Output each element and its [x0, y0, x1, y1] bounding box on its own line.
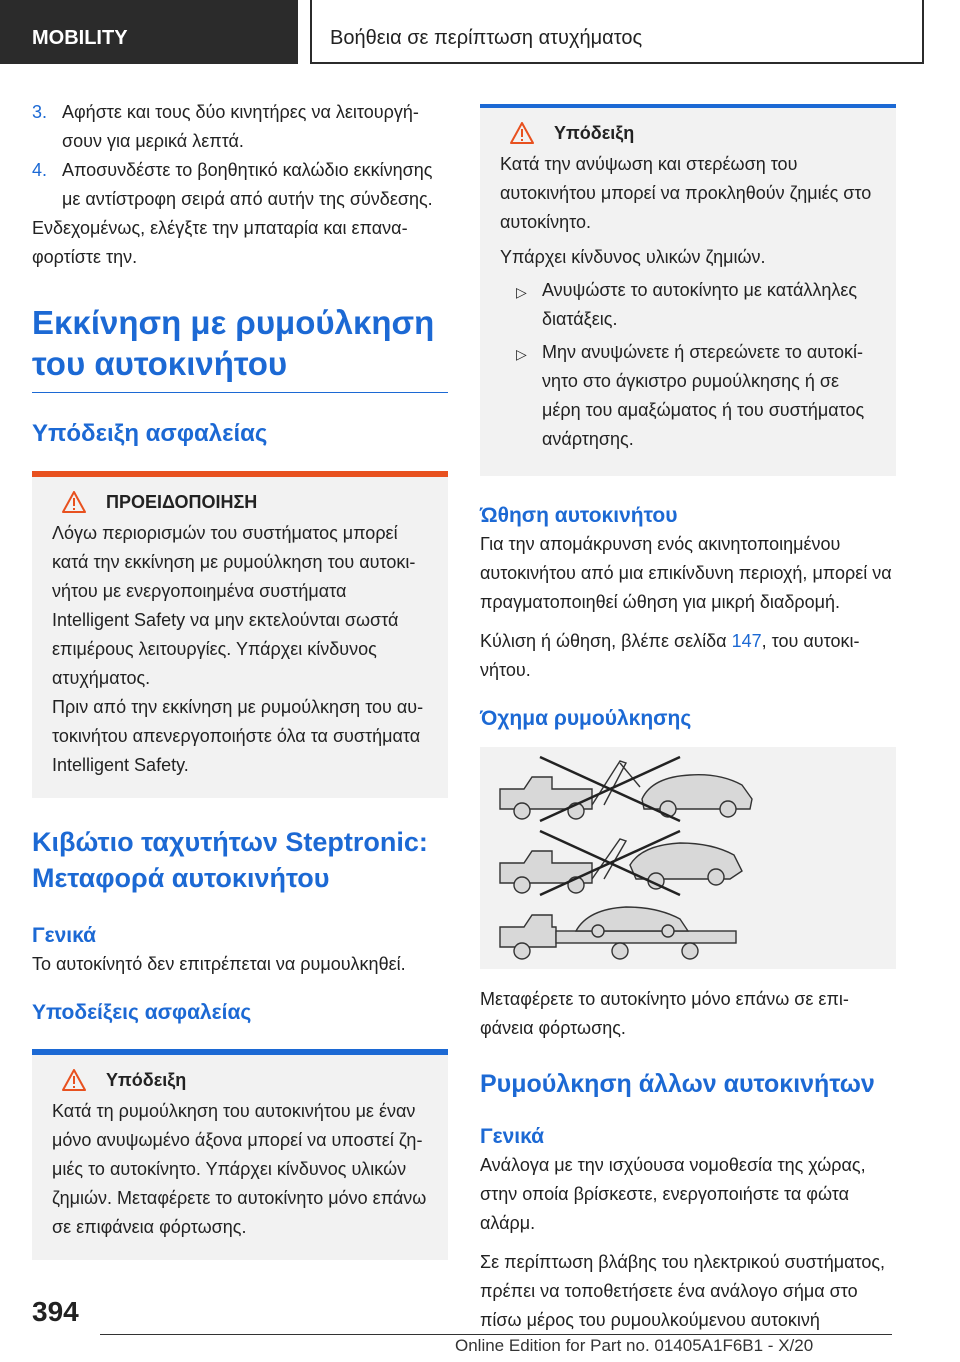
general-text: Ανάλογα με την ισχύουσα νομοθεσία της χώρας, στην οποία βρίσκεστε, ενεργοποιήστε τα φώτα αλάρμ.	[480, 1155, 866, 1233]
note-box-title	[500, 122, 876, 144]
push-text: Για την απομάκρυνση ενός ακινητοποιημένου αυτοκινήτου από μια επικίνδυνη περιοχή, μπορεί να πραγματοποιηθεί ώθηση για μικρή διαδρομή.	[480, 534, 892, 612]
note-text: Κατά την ανύψωση και στερέωση του αυτοκινήτου μπορεί να προκληθούν ζημιές στο αυτοκίνητο.	[500, 154, 872, 232]
step-list	[32, 98, 448, 214]
safety-note-heading: Υπόδειξη ασφαλείας	[32, 420, 268, 447]
warning-text: Λόγω περιορισμών του συστήματος μπορεί κατά την εκκίνηση με ρυμούλκηση του αυτοκινήτου με ενεργοποιημένα συστήματα Intelligent Safety να μην εκτελούνται σωστά επιμέρους λειτουργίες. Υπάρχει κίνδυνος ατυχήματος.	[52, 523, 416, 688]
gearbox-heading: Κιβώτιο ταχυτήτων Steptronic: Μεταφορά αυτοκινήτου	[32, 827, 428, 893]
page-link[interactable]: 147	[731, 631, 762, 651]
vehicle-heading: Όχημα ρυμούλκησης	[480, 707, 692, 730]
general-heading: Γενικά	[480, 1125, 545, 1148]
step-number: 3.	[32, 102, 48, 122]
step-number: 4.	[32, 160, 48, 180]
list-item: ▷ Μην ανυψώνετε ή στερεώνετε το αυτοκίνητο στο άγκιστρο ρυμούλκησης ή σε μέρη του αμαξώματος ή του συστήματος ανάρτησης.	[516, 342, 865, 449]
warning-title-text: ΠΡΟΕΙΔΟΠΟΙΗΣΗ	[106, 491, 258, 512]
list-item	[32, 156, 448, 214]
note-box	[480, 104, 896, 476]
general-text: Σε περίπτωση βλάβης του ηλεκτρικού συστήματος, πρέπει να τοποθετήσετε ένα ανάλογο σήμα στο πίσω μέρος του ρυμουλκούμενου αυτοκινή	[480, 1252, 886, 1330]
note-list	[500, 276, 876, 454]
left-column	[32, 98, 448, 1260]
section-tab: MOBILITY	[0, 0, 298, 64]
push-heading: Ώθηση αυτοκινήτου	[480, 504, 678, 527]
step-text: Αποσυνδέστε το βοηθητικό καλώδιο εκκίνησης με αντίστροφη σειρά από αυτήν της σύνδεσης.	[62, 160, 433, 209]
warning-box-title	[52, 491, 428, 513]
tow-others-heading: Ρυμούλκηση άλλων αυτοκινήτων	[480, 1070, 875, 1098]
warning-icon	[62, 491, 86, 513]
warning-icon	[62, 1069, 86, 1091]
warning-icon	[510, 122, 534, 144]
right-column	[480, 104, 896, 1345]
tow-truck-illustration	[480, 747, 896, 969]
step-text: Αφήστε και τους δύο κινητήρες να λειτουργήσουν για μερικά λεπτά.	[62, 102, 419, 151]
note-box	[32, 1049, 448, 1260]
list-item: ▷ Ανυψώστε το αυτοκίνητο με κατάλληλες διατάξεις.	[516, 280, 858, 329]
note-title-text: Υπόδειξη	[106, 1069, 187, 1090]
list-item	[32, 98, 448, 156]
note-title-text: Υπόδειξη	[554, 122, 635, 143]
warning-box	[32, 471, 448, 798]
battery-text: Ενδεχομένως, ελέγξτε την μπαταρία και επαναφορτίστε την.	[32, 218, 408, 267]
tow-start-heading: Εκκίνηση με ρυμούλκηση του αυτοκινήτου	[32, 302, 448, 393]
page-header	[0, 0, 960, 64]
general-heading: Γενικά	[32, 924, 97, 947]
warning-text: Πριν από την εκκίνηση με ρυμούλκηση του αυτοκινήτου απενεργοποιήστε όλα τα συστήματα Intelligent Safety.	[52, 697, 424, 775]
note-box-title	[52, 1069, 428, 1091]
footer-divider	[100, 1334, 892, 1335]
tow-truck-drawing	[480, 747, 896, 969]
page-number: 394	[32, 1296, 79, 1327]
chapter-title: Βοήθεια σε περίπτωση ατυχήματος	[310, 0, 924, 64]
edition-text: Online Edition for Part no. 01405A1F6B1 - X/20	[455, 1336, 814, 1355]
triangle-bullet-icon: ▷	[516, 284, 527, 300]
note-text: Κατά τη ρυμούλκηση του αυτοκινήτου με έναν μόνο ανυψωμένο άξονα μπορεί να υποστεί ζημιές το αυτοκίνητο. Υπάρχει κίνδυνος υλικών ζημιών. Μεταφέρετε το αυτοκίνητο μόνο επάνω σε επιφάνεια φόρτωσης.	[52, 1101, 427, 1237]
general-text: Το αυτοκίνητό δεν επιτρέπεται να ρυμουλκηθεί.	[32, 954, 406, 974]
roll-text: Κύλιση ή ώθηση, βλέπε σελίδα 147, του αυτοκινήτου.	[480, 631, 860, 680]
note-text: Υπάρχει κίνδυνος υλικών ζημιών.	[500, 247, 766, 267]
triangle-bullet-icon: ▷	[516, 346, 527, 362]
transport-text: Μεταφέρετε το αυτοκίνητο μόνο επάνω σε επιφάνεια φόρτωσης.	[480, 989, 849, 1038]
safety-notes-heading: Υποδείξεις ασφαλείας	[32, 1001, 252, 1024]
